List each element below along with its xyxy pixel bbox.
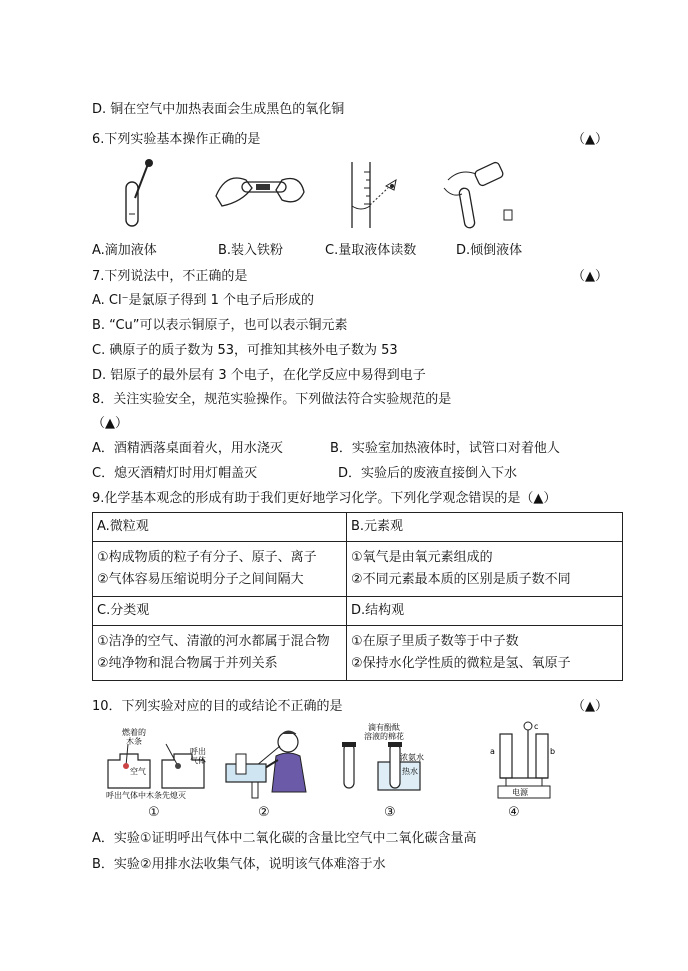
q7-option-b: B. “Cu”可以表示铜原子，也可以表示铜元素: [92, 318, 348, 333]
q9-table-a-body: [93, 542, 347, 597]
q10-figure-4-number: ④: [508, 805, 520, 820]
fig4-label-c: c: [534, 722, 539, 731]
fig1-label-top2: 木条: [126, 737, 142, 746]
q9-table-d-head: D.结构观: [347, 597, 623, 626]
fig1-label-air: 空气: [130, 767, 146, 776]
q7-option-d: D. 铝原子的最外层有 3 个电子，在化学反应中易得到电子: [92, 368, 426, 383]
fig4-label-b: b: [550, 747, 556, 756]
q10-figure-1-bottles: [104, 726, 214, 800]
q6-stem: 6.下列实验基本操作正确的是: [92, 132, 261, 147]
fig3-label-ammonia: 浓氨水: [400, 753, 424, 762]
q9-table-a-head: A.微粒观: [93, 513, 347, 542]
fig3-label-top: 滴有酚酞: [368, 723, 400, 732]
q10-figure-3-number: ③: [384, 805, 396, 820]
q10-option-a: A．实验①证明呼出气体中二氧化碳的含量比空气中二氧化碳含量高: [92, 831, 477, 846]
q5-option-d: D. 铜在空气中加热表面会生成黑色的氧化铜: [92, 102, 345, 117]
fig3-label-hotwater: 热水: [402, 767, 418, 776]
q9-table-d-body: [347, 626, 623, 681]
q6-figure-reading-cylinder: [340, 158, 406, 230]
fig3-label-top2: 溶液的棉花: [364, 732, 404, 741]
fig1-label-exhaled: 呼出: [190, 747, 206, 756]
q6-answer-mark: （▲）: [572, 132, 608, 147]
q8-stem: 8．关注实验安全，规范实验操作。下列做法符合实验规范的是: [92, 392, 452, 407]
q8-answer-mark: （▲）: [92, 416, 128, 431]
q9-table-a1: ①构成物质的粒子有分子、原子、离子: [97, 550, 317, 565]
q6-option-b: B.装入铁粉: [218, 243, 284, 258]
q10-figure-1-number: ①: [148, 805, 160, 820]
q9-table-b-body: [347, 542, 623, 597]
q9-table-a2: ②气体容易压缩说明分子之间间隔大: [97, 572, 304, 587]
fig4-label-power: 电源: [512, 788, 528, 797]
fig4-label-a: a: [490, 747, 495, 756]
q10-option-b: B．实验②用排水法收集气体，说明该气体难溶于水: [92, 857, 386, 872]
q9-stem: 9.化学基本观念的形成有助于我们更好地学习化学。下列化学观念错误的是（▲）: [92, 491, 557, 506]
q10-figure-3-ammonia: [338, 722, 430, 800]
fig1-label-top: 燃着的: [122, 728, 146, 737]
q6-figure-dropping-liquid: [118, 158, 158, 230]
q6-option-d: D.倾倒液体: [456, 243, 523, 258]
q9-table-c2: ②纯净物和混合物属于并列关系: [97, 656, 278, 671]
q7-option-a: A. Cl⁻是氯原子得到 1 个电子后形成的: [92, 293, 315, 308]
q9-table-d2: ②保持水化学性质的微粒是氢、氧原子: [351, 656, 571, 671]
q9-concept-table: [92, 512, 623, 681]
q8-option-c: C．熄灭酒精灯时用灯帽盖灭: [92, 466, 258, 481]
q6-option-a: A.滴加液体: [92, 243, 157, 258]
q9-table-b1: ①氧气是由氧元素组成的: [351, 550, 493, 565]
q8-option-a: A．酒精洒落桌面着火，用水浇灭: [92, 441, 283, 456]
q7-answer-mark: （▲）: [572, 269, 608, 284]
fig1-caption: 呼出气体中木条先熄灭: [106, 791, 186, 800]
q10-figure-2-number: ②: [258, 805, 270, 820]
q10-answer-mark: （▲）: [572, 699, 608, 714]
fig1-label-exhaled2: 气体: [190, 756, 206, 765]
q7-stem: 7.下列说法中，不正确的是: [92, 269, 248, 284]
q9-table-b-head: B.元素观: [347, 513, 623, 542]
q6-figure-adding-iron-powder: [212, 166, 308, 216]
q10-figure-4-electrolysis: [476, 720, 560, 800]
q9-table-c-head: C.分类观: [93, 597, 347, 626]
q9-table-d1: ①在原子里质子数等于中子数: [351, 634, 519, 649]
q8-option-b: B．实验室加热液体时，试管口对着他人: [330, 441, 560, 456]
q6-option-c: C.量取液体读数: [325, 243, 417, 258]
q10-figure-2-water-collection: [222, 726, 314, 800]
q6-figure-pouring-liquid: [440, 158, 520, 230]
q7-option-c: C. 碘原子的质子数为 53，可推知其核外电子数为 53: [92, 343, 398, 358]
q8-option-d: D．实验后的废液直接倒入下水: [338, 466, 518, 481]
q10-stem: 10．下列实验对应的目的或结论不正确的是: [92, 699, 343, 714]
q9-table-b2: ②不同元素最本质的区别是质子数不同: [351, 572, 571, 587]
q9-table-c-body: [93, 626, 347, 681]
q9-table-c1: ①洁净的空气、清澈的河水都属于混合物: [97, 634, 330, 649]
